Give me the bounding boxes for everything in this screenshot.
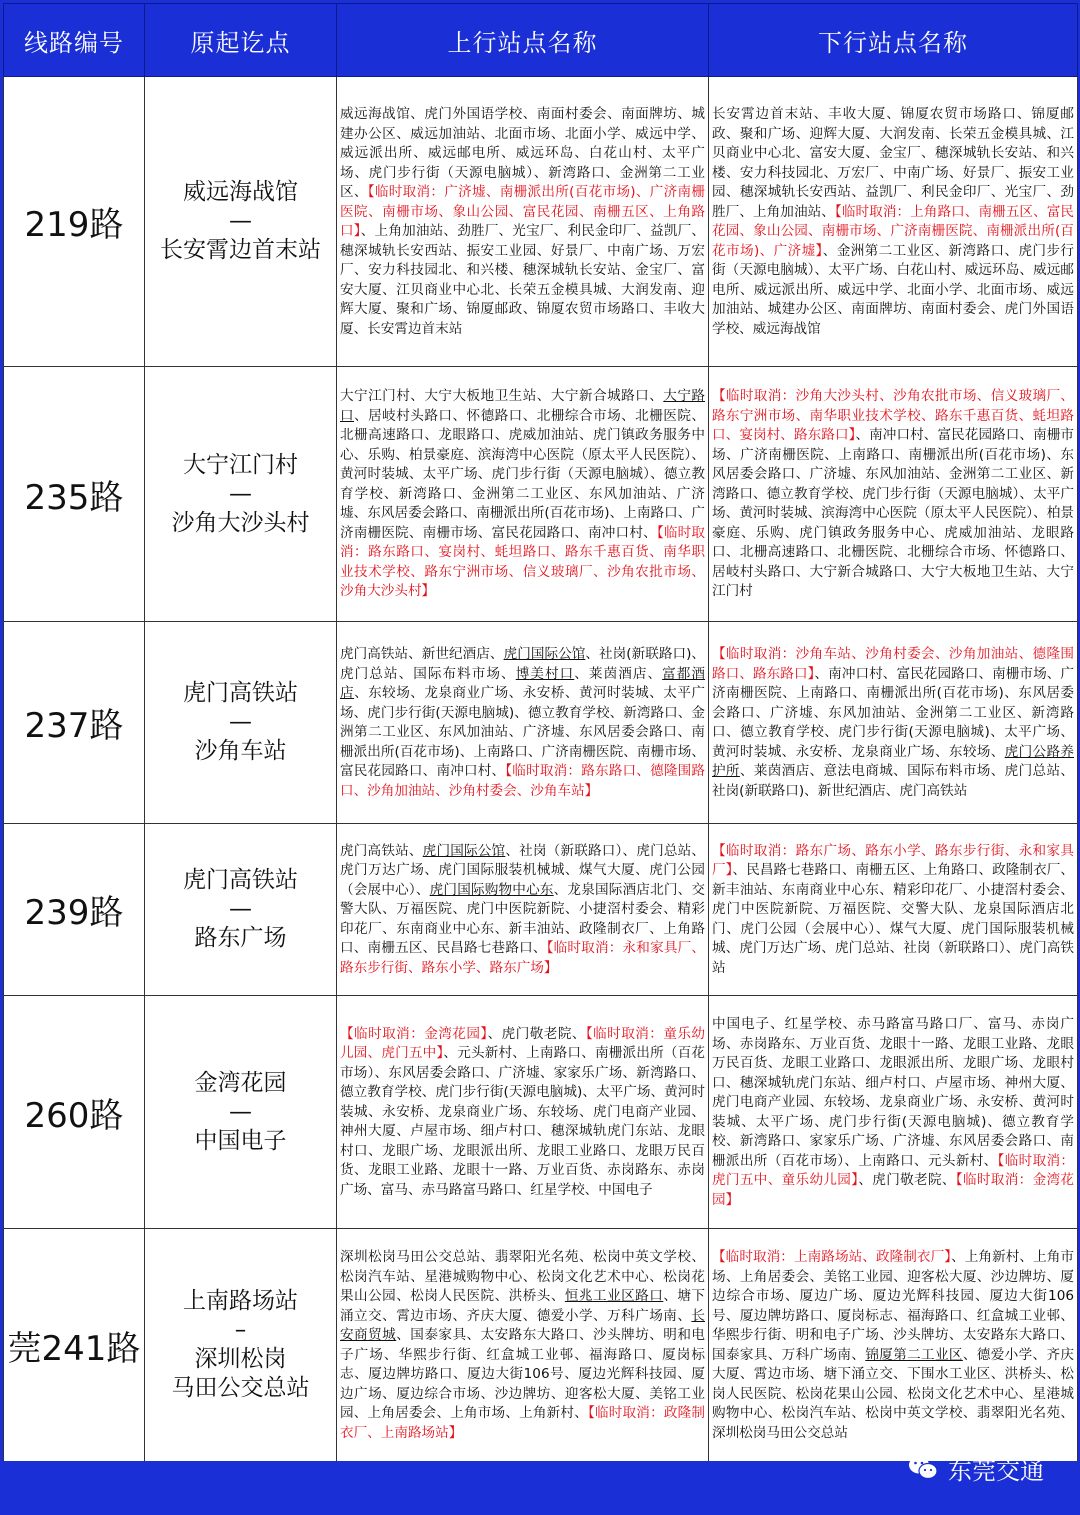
endpoint-end: 中国电子 [194,1127,287,1154]
route-number: 莞241路 [4,1229,145,1462]
route-number: 237路 [4,622,145,824]
endpoint-sep: – [234,1317,247,1343]
endpoint-sep: — [229,208,252,234]
stop-list-text: 大宁江门村、大宁大板地卫生站、大宁新合城路口、 [340,388,664,405]
stop-list-text: 、居岐村头路口、怀德路口、北栅综合市场、北栅医院、北栅高速路口、龙眼路口、虎威加油站、虎门镇政务服务中心、乐购、柏景豪庭、滨海湾中心医院（原太平人民医院）、黄河时装城、太平广场、虎门步行街（天源电脑城）、德立教育学校、新湾路口、金洲第二工业区、东风加油站、广济墟、东风居委会路口、南栅派出所(百花市场)、上南路口、广济南栅医院、南栅市场、富民花园路口、南冲口村、 [340,407,706,541]
stop-list-text: 、龙泉国际酒店北门、交警大队、万福医院、虎门中医院新院、小捷滘村委会、精彩印花厂、东南商业中心东、新丰油站、政隆制衣厂、上角路口、南栅五区、民昌路七巷路口、 [340,881,706,957]
up-stops [337,1229,709,1462]
stop-list-text: 虎门国际公馆 [503,646,586,662]
stop-list-text: 、元头新村、上南路口、南栅派出所（百花市场）、东风居委会路口、广济墟、家家乐广场、新湾路口、德立教育学校、虎门步行街(天源电脑城)、太平广场、黄河时装城、永安桥、龙泉商业广场、东较场、虎门电商产业园、神州大厦、卢屋市场、细卢村口、穗深城轨虎门东站、龙眼村口、龙眼广场、龙眼派出所、龙眼工业路口、龙眼万民百货、龙眼工业路、龙眼十一路、万业百货、赤岗路东、赤岗广场、富马、赤马路富马路口、红星学校、中国电子 [340,1045,706,1198]
temporary-cancellation-note: 【临时取消：永和家具厂、路东步行街、路东小学、路东广场】 [340,940,705,976]
stop-list-text: 长安商贸城 [340,1307,705,1343]
stop-list-text: 中国电子、红星学校、赤马路富马路口厂、富马、赤岗广场、赤岗路东、万业百货、龙眼十一路、龙眼工业路、龙眼万民百货、龙眼工业路口、龙眼派出所、龙眼广场、龙眼村口、穗深城轨虎门东站、细卢村口、卢屋市场、神州大厦、虎门电商产业园、东较场、龙泉商业广场、永安桥、黄河时装城、太平广场、虎门步行街(天源电脑城)、德立教育学校、新湾路口、家家乐广场、广济墟、东风居委会路口、南栅派出所（百花市场）、上南路口、元头新村、 [712,1016,1074,1169]
stop-list-text: 、德爱小学、齐庆大厦、霄边市场、塘下涌立交、下围水工业区、洪桥头、松岗人民医院、松岗花果山公园、松岗文化艺术中心、星港城购物中心、松岗汽车站、松岗中英文学校、翡翠阳光名苑、深圳松岗马田公交总站 [712,1346,1075,1441]
route-number: 239路 [4,824,145,996]
stop-list-text: 深圳松岗马田公交总站、翡翠阳光名苑、松岗中英文学校、松岗汽车站、星港城购物中心、松岗文化艺术中心、松岗花果山公园、松岗人民医院、洪桥头、 [340,1249,705,1304]
stop-list-text: 、南冲口村、富民花园路口、南栅市场、广济南栅医院、上南路口、南栅派出所(百花市场)、东风居委会路口、广济墟、东风加油站、金洲第二工业区、新湾路口、德立教育学校、虎门步行街（天源电脑城）、太平广场、黄河时装城、滨海湾中心医院（原太平人民医院）、柏景豪庭、乐购、虎门镇政务服务中心、虎威加油站、龙眼路口、北栅高速路口、北栅医院、北栅综合市场、怀德路口、居岐村头路口、大宁新合城路口、大宁大板地卫生站、大宁江门村 [712,427,1075,600]
stop-list-text: 锦厦第二工业区 [865,1346,963,1363]
wechat-icon [908,1455,938,1481]
header-endpoints: 原起讫点 [145,4,337,77]
stop-list-text: 威远海战馆、虎门外国语学校、南面村委会、南面牌坊、城建办公区、威远加油站、北面市场、北面小学、威远中学、威远派出所、威远邮电所、威远环岛、白花山村、太平广场、虎门步行街（天源电脑城）、新湾路口、金洲第二工业区、 [340,106,705,200]
stop-list-text: 、民昌路七巷路口、南栅五区、上角路口、政隆制衣厂、新丰油站、东南商业中心东、精彩印花厂、小捷滘村委会、虎门中医院新院、万福医院、交警大队、龙泉国际酒店北门、虎门公园（会展中心）、煤气大厦、虎门国际服装机械城、虎门万达广场、虎门总站、社岗（新联路口）、虎门高铁站 [712,862,1075,976]
stop-list-text: 、东较场、龙泉商业广场、永安桥、黄河时装城、太平广场、虎门步行街(天源电脑城)、德立教育学校、新湾路口、金洲第二工业区、东风加油站、广济墟、东风居委会路口、南栅派出所(百花市场)、上南路口、广济南栅医院、南栅市场、富民花园路口、南冲口村、 [340,685,706,779]
route-number: 219路 [4,77,145,367]
temporary-cancellation-note: 【临时取消：金湾花园】 [340,1025,488,1042]
table-row [4,996,1078,1229]
stop-list-text: 虎门国际公馆 [422,842,506,859]
stop-list-text: 、塘下涌立交、霄边市场、齐庆大厦、德爱小学、万科广场南、 [340,1288,706,1324]
wechat-watermark [908,1451,1044,1485]
stop-list-text: 、莱茵酒店、意法电商城、国际布料市场、虎门总站、社岗(新联路口)、新世纪酒店、虎门高铁站 [712,763,1075,799]
down-stops [709,367,1078,622]
stop-list-text: 、虎门敬老院、 [487,1025,586,1042]
temporary-cancellation-note: 【临时取消：路东路口、宴岗村、蚝坦路口、路东千惠百货、南华职业技术学校、路东宁洲市场、信义玻璃厂、沙角农批市场、沙角大沙头村】 [340,524,705,600]
route-endpoints [145,77,337,367]
route-endpoints [145,622,337,824]
stop-list-text: 、南冲口村、富民花园路口、南栅市场、广济南栅医院、上南路口、南栅派出所(百花市场)、东风居委会路口、广济墟、东风加油站、金洲第二工业区、新湾路口、德立教育学校、虎门步行街(天源电脑城)、太平广场、黄河时装城、永安桥、龙泉商业广场、东较场、 [712,665,1075,760]
stop-list-text: 长安霄边首末站、丰收大厦、锦厦农贸市场路口、锦厦邮政、聚和广场、迎辉大厦、大润发南、长荣五金模具城、江贝商业中心北、富安大厦、金宝厂、穗深城轨长安站、和兴楼、安力科技园北、万宏厂、中南广场、好景厂、振安工业园、穗深城轨长安西站、益凯厂、利民金印厂、光宝厂、劲胜厂、上角加油站、 [712,106,1074,220]
temporary-cancellation-note: 【临时取消：童乐幼儿园、虎门五中】 [340,1025,706,1062]
endpoint-end: 路东广场 [194,925,287,951]
stop-list-text: 、社岗（新联路口）、虎门总站、虎门万达广场、虎门国际服装机械城、煤气大厦、虎门公园（会展中心）、 [340,842,706,898]
stop-list-text: 、金洲第二工业区、新湾路口、虎门步行街（天源电脑城）、太平广场、白花山村、威远环岛、威远邮电所、威远派出所、威远中学、北面小学、北面市场、威远加油站、城建办公区、南面牌坊、南面村委会、虎门外国语学校、威远海战馆 [712,242,1074,337]
stop-list-text: 、上角加油站、劲胜厂、光宝厂、利民金印厂、益凯厂、穗深城轨长安西站、振安工业园、好景厂、中南广场、万宏厂、安力科技园北、和兴楼、穗深城轨长安站、金宝厂、富安大厦、江贝商业中心北、长荣五金模具城、大润发南、迎辉大厦、聚和广场、锦厦邮政、锦厦农贸市场路口、丰收大厦、长安霄边首末站 [340,223,706,337]
stop-list-text: 、虎门敬老院、 [858,1172,956,1188]
endpoint-end: 沙角车站 [194,738,287,764]
endpoint-start: 上南路场站 [183,1288,298,1314]
endpoint-sep: — [229,896,252,922]
up-stops [337,367,709,622]
table-row [4,622,1078,824]
stop-list-text: 虎门高铁站、新世纪酒店、 [340,646,504,662]
endpoint-sep: — [229,1098,252,1125]
endpoint-start: 虎门高铁站 [183,680,298,706]
down-stops [709,824,1078,996]
endpoint-sep: — [229,480,252,507]
stop-list-text: 虎门高铁站、 [340,842,423,859]
watermark-text: 东莞交通 [948,1456,1044,1485]
temporary-cancellation-note: 【临时取消：上角路口、南栅五区、富民花园、象山公园、南栅市场、广济南栅医院、南栅派出所(百花市场)、广济墟】 [712,203,1075,259]
down-stops [709,77,1078,367]
stop-list-text: 、莱茵酒店、 [574,665,663,682]
temporary-cancellation-note: 【临时取消：政隆制衣厂、上南路场站】 [340,1405,706,1441]
temporary-cancellation-note: 【临时取消：上南路场站、政隆制衣厂】 [712,1249,952,1265]
endpoint-start: 威远海战馆 [183,179,298,205]
endpoint-end2: 马田公交总站 [171,1375,310,1401]
endpoint-start: 大宁江门村 [183,451,298,478]
stop-list-text: 博美村口 [515,665,575,682]
temporary-cancellation-note: 【临时取消：路东广场、路东小学、路东步行街、永和家具厂】 [712,842,1074,879]
stop-list-text: 恒兆工业区路口 [564,1288,664,1304]
stop-list-text: 虎门国际购物中心东 [429,881,554,898]
route-endpoints [145,367,337,622]
endpoint-start: 虎门高铁站 [183,867,298,893]
table-row [4,1229,1078,1462]
stop-list-text: 、国泰家具、太安路东大路口、沙头牌坊、明和电子广场、华熙步行街、红盒城工业邨、福海路口、厦岗标志、厦边牌坊路口、厦边大街106号、厦边光辉科技园、厦边广场、厦边综合市场、沙边牌坊、迎客松大厦、美铭工业园、上角居委会、上角市场、上角新村、 [340,1327,706,1421]
up-stops [337,996,709,1229]
up-stops [337,77,709,367]
stop-list-text: 、上角新村、上角市场、上角居委会、美铭工业园、迎客松大厦、沙边牌坊、厦边综合市场、厦边广场、厦边光辉科技园、厦边大街106号、厦边牌坊路口、厦岗标志、福海路口、红盒城工业邨、华熙步行街、明和电子广场、沙头牌坊、太安路东大路口、国泰家具、万科广场南、 [712,1249,1074,1363]
temporary-cancellation-note: 【临时取消：广济墟、南栅派出所(百花市场)、广济南栅医院、南栅市场、象山公园、富民花园、南栅五区、上角路口】 [340,184,705,239]
up-stops [337,622,709,824]
down-stops [709,1229,1078,1462]
endpoint-end: 深圳松岗 [194,1346,287,1372]
endpoint-end: 长安霄边首末站 [160,237,321,263]
route-endpoints [145,824,337,996]
header-down-stops: 下行站点名称 [709,4,1078,77]
stop-list-text: 富都酒店 [340,665,706,701]
stop-list-text: 大宁路口 [340,388,706,424]
temporary-cancellation-note: 【临时取消：路东路口、德隆围路口、沙角加油站、沙角村委会、沙角车站】 [340,763,705,799]
endpoint-sep: — [229,709,252,735]
stop-list-text: 、社岗(新联路口)、虎门总站、国际布料市场、 [340,646,706,682]
temporary-cancellation-note: 【临时取消：沙角大沙头村、沙角农批市场、信义玻璃厂、路东宁洲市场、南华职业技术学校、路东千惠百货、蚝坦路口、宴岗村、路东路口】 [712,388,1074,444]
endpoint-end: 沙角大沙头村 [171,509,310,536]
down-stops [709,622,1078,824]
endpoint-start: 金湾花园 [194,1069,287,1096]
route-endpoints [145,1229,337,1462]
header-up-stops: 上行站点名称 [337,4,709,77]
table-row [4,77,1078,367]
route-number: 260路 [4,996,145,1229]
bus-route-table [3,3,1078,1462]
temporary-cancellation-note: 【临时取消：金湾花园】 [712,1172,1075,1208]
temporary-cancellation-note: 【临时取消：沙角车站、沙角村委会、沙角加油站、德隆围路口、路东路口】 [712,646,1074,682]
route-number: 235路 [4,367,145,622]
stop-list-text: 虎门公路养护所 [712,743,1075,779]
table-row [4,824,1078,996]
table-header-row [4,4,1078,77]
route-endpoints [145,996,337,1229]
down-stops [709,996,1078,1229]
header-route-number: 线路编号 [4,4,145,77]
table-row [4,367,1078,622]
temporary-cancellation-note: 【临时取消：虎门五中、童乐幼儿园】 [712,1152,1075,1188]
up-stops [337,824,709,996]
